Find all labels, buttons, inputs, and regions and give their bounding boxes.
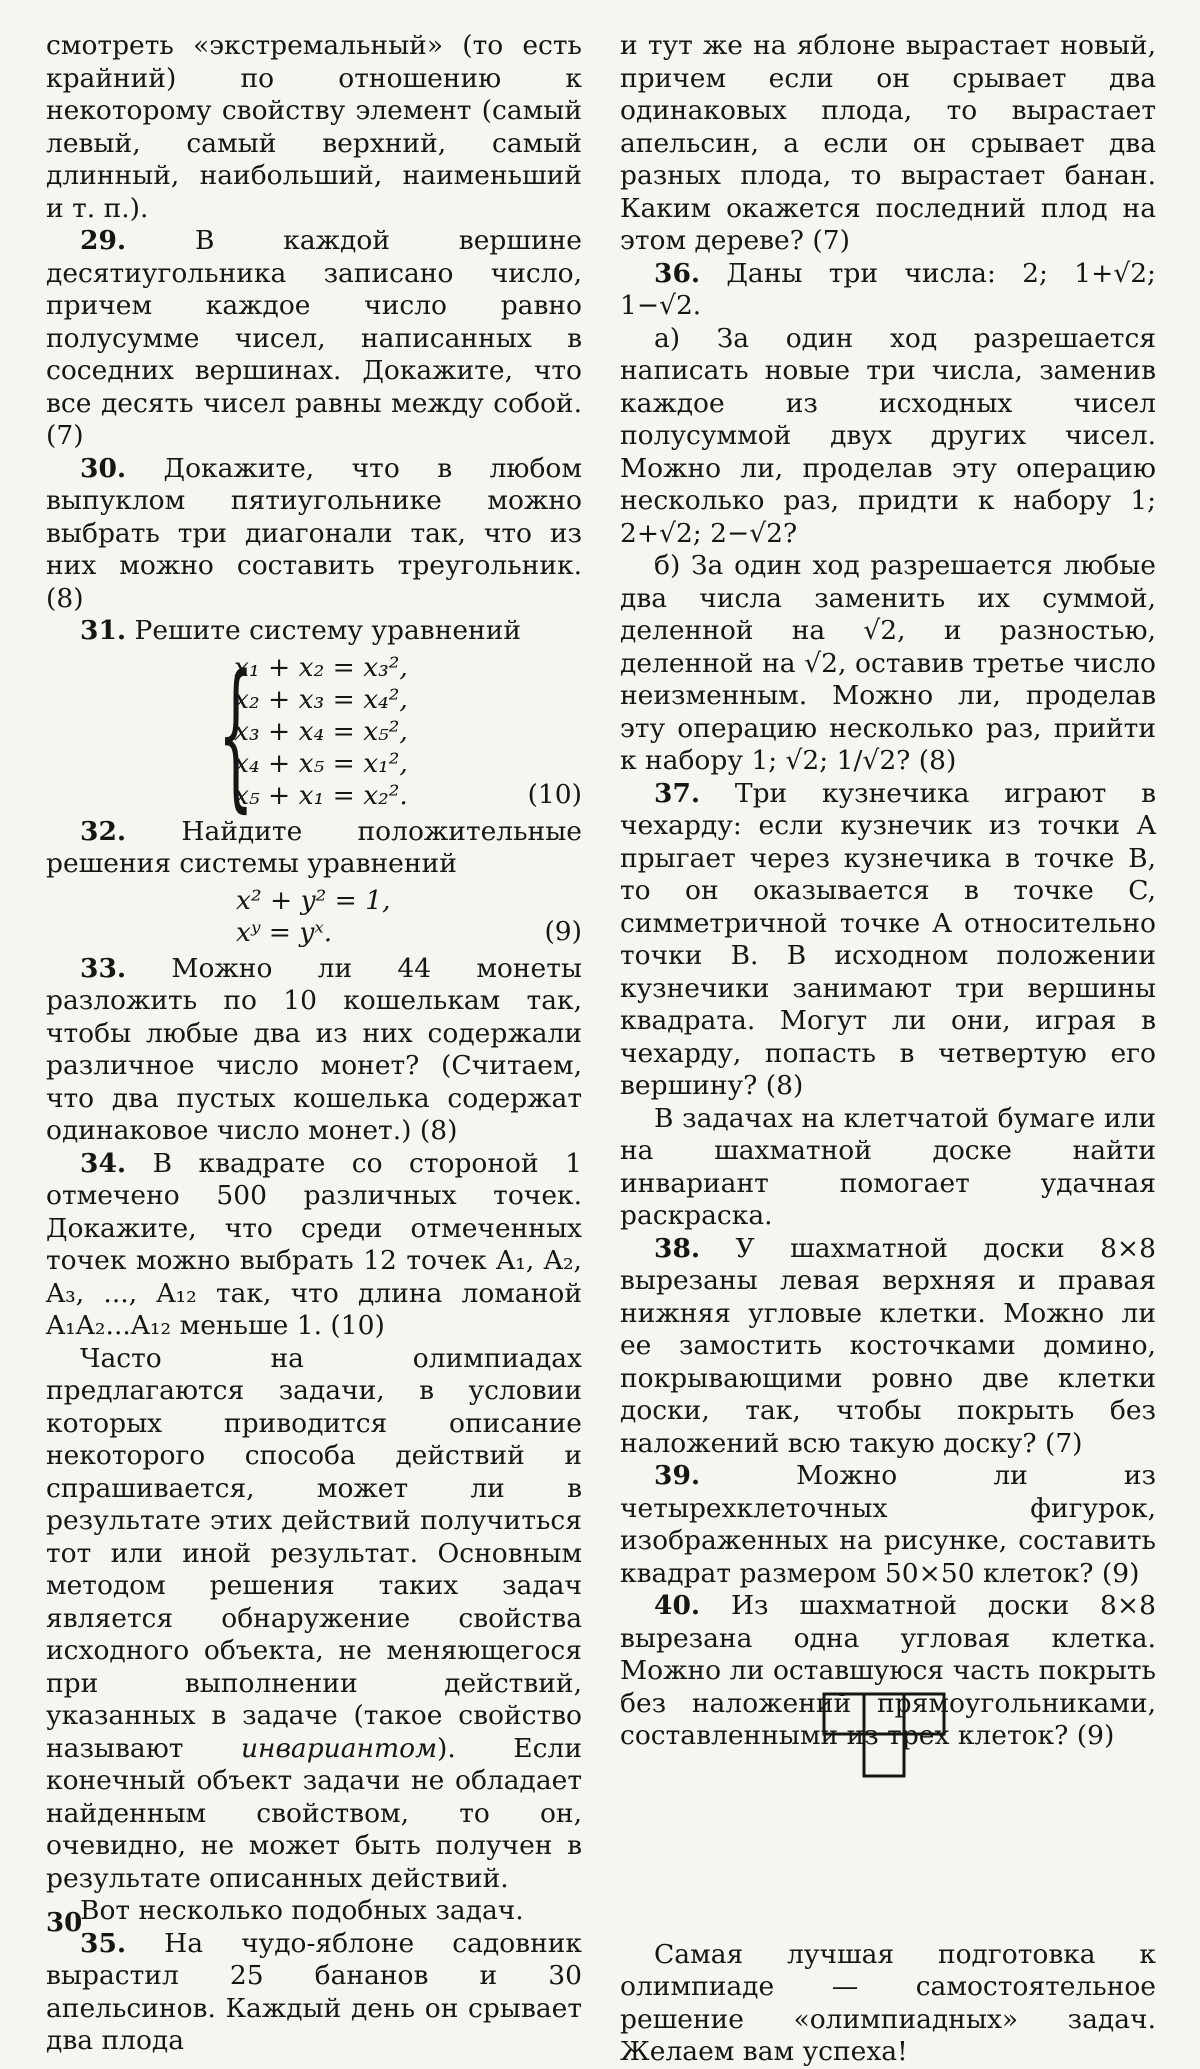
problem-36-text: Даны три числа: 2; 1+√2; 1−√2. — [620, 257, 1156, 321]
tetromino-figure — [822, 1692, 948, 1780]
problem-29 — [46, 225, 582, 453]
coloring-paragraph: В задачах на клетчатой бумаге или на шахматной доске найти инвариант помогает удачная раскраска. — [620, 1102, 1156, 1231]
problem-39-number: 39. — [654, 1460, 701, 1491]
page-number: 30 — [46, 1908, 83, 1938]
problem-40-text: Из шахматной доски 8×8 вырезана одна угловая клетка. Можно ли оставшуюся часть покрыть без наложений прямоугольниками, составленными из трех клеток? (9) — [620, 1590, 1156, 1751]
equation-system-32 — [46, 885, 582, 949]
problem-33 — [46, 953, 582, 1148]
equation-line: x₁ + x₂ = x₃², — [234, 651, 408, 683]
problem-29-text: В каждой вершине десятиугольника записано число, причем каждое число равно полусумме чисел, написанных в соседних вершинах. Докажите, что все десять чисел равны между собой. (7) — [46, 225, 582, 451]
problem-32-number: 32. — [80, 815, 127, 847]
equation-line: x₅ + x₁ = x₂². — [234, 779, 408, 811]
problem-37 — [620, 778, 1156, 1103]
equation-system-31 — [46, 639, 582, 827]
problem-38-text: У шахматной доски 8×8 вырезаны левая верхняя и правая нижняя угловые клетки. Можно ли ее замостить косточками домино, покрывающими ровно две клетки доски, так, чтобы покрыть без наложений всю такую доску? (7) — [620, 1232, 1156, 1459]
problem-34-text: В квадрате со стороной 1 отмечено 500 различных точек. Докажите, что среди отмеченных точек можно выбрать 12 точек A₁, A₂, A₃, ..., A₁₂ так, что длина ломаной A₁A₂...A₁₂ меньше 1. (10) — [46, 1147, 582, 1341]
problem-35-continued: и тут же на яблоне вырастает новый, причем если он срывает два одинаковых плода, то вырастает апельсин, а если он срывает два разных плода, то вырастает банан. Каким окажется последний плод на этом дереве? (7) — [620, 30, 1156, 256]
equation-line: x₃ + x₄ = x₅², — [234, 715, 408, 747]
equation-line: x₂ + x₃ = x₄², — [234, 683, 408, 715]
problem-38-number: 38. — [654, 1232, 701, 1264]
problem-29-number: 29. — [80, 225, 127, 256]
figure-cell — [904, 1694, 944, 1734]
problem-33-number: 33. — [80, 952, 127, 984]
invariant-text-b: ). Если конечный объект задачи не обладает найденным свойством, то он, очевидно, не может быть получен в результате описанных действий. — [46, 1732, 582, 1894]
problem-36-number: 36. — [654, 257, 701, 289]
figure-cell — [864, 1694, 904, 1734]
problem-39 — [620, 1460, 1156, 1590]
problem-31 — [46, 615, 582, 648]
problem-30 — [46, 453, 582, 616]
problem-33-text: Можно ли 44 монеты разложить по 10 кошелькам так, чтобы любые два из них содержали различное число монет? (Считаем, что два пустых кошелька содержат одинаковое число монет.) (8) — [46, 952, 582, 1146]
problem-36 — [620, 258, 1156, 323]
left-column — [46, 30, 582, 2058]
problem-32-text: Найдите положительные решения системы уравнений — [46, 815, 582, 879]
problem-31-number: 31. — [80, 615, 127, 646]
problem-36b: б) За один ход разрешается любые два числа заменить их суммой, деленной на √2, и разностью, деленной на √2, оставив третье число неизменным. Можно ли, проделав эту операцию несколько раз, прийти к набору 1; √2; 1/√2? (8) — [620, 550, 1156, 776]
problem-38 — [620, 1233, 1156, 1461]
equation-line: xʸ = yˣ. — [236, 916, 333, 948]
figure-cell — [824, 1694, 864, 1734]
problem-32 — [46, 816, 582, 881]
difficulty-mark: (10) — [527, 779, 582, 810]
problem-34-number: 34. — [80, 1147, 127, 1179]
closing-paragraph: Самая лучшая подготовка к олимпиаде — самостоятельное решение «олимпиадных» задач. Желаем вам успеха! — [620, 1938, 1156, 2067]
intro-tail: смотреть «экстремальный» (то есть крайний) по отношению к некоторому свойству элемент (самый левый, самый верхний, самый длинный, наибольший, наименьший и т. п.). — [46, 30, 582, 224]
problem-37-number: 37. — [654, 777, 701, 809]
figure-cell — [864, 1734, 904, 1776]
problem-35-number: 35. — [80, 1927, 127, 1959]
problem-39-text: Можно ли из четырехклеточных фигурок, изображенных на рисунке, составить квадрат размером 50×50 клеток? (9) — [620, 1460, 1156, 1589]
invariant-term: инвариантом — [240, 1732, 438, 1764]
difficulty-mark: (9) — [544, 916, 582, 947]
problem-40-number: 40. — [654, 1590, 701, 1621]
problem-34 — [46, 1148, 582, 1343]
few-problems-line: Вот несколько подобных задач. — [80, 1895, 524, 1926]
problem-37-text: Три кузнечика играют в чехарду: если кузнечик из точки A прыгает через кузнечика в точке B, то он оказывается в точке C, симметричной точке A относительно точки B. В исходном положении кузнечики занимают три вершины квадрата. Могут ли они, играя в чехарду, попасть в четвертую его вершину? (8) — [620, 777, 1156, 1101]
problem-36a: а) За один ход разрешается написать новые три числа, заменив каждое из исходных чисел полусуммой двух других чисел. Можно ли, проделав эту операцию несколько раз, придти к набору 1; 2+√2; 2−√2? — [620, 322, 1156, 549]
equation-line: x₄ + x₅ = x₁², — [234, 747, 408, 779]
problem-30-text: Докажите, что в любом выпуклом пятиугольнике можно выбрать три диагонали так, что из них можно составить треугольник. (8) — [46, 452, 582, 614]
problem-35 — [46, 1928, 582, 2058]
problem-30-number: 30. — [80, 452, 127, 484]
invariant-text-a: Часто на олимпиадах предлагаются задачи, в условии которых приводится описание некоторого способа действий и спрашивается, может ли в результате этих действий получиться тот или иной результат. Основным методом решения таких задач является обнаружение свойства исходного объекта, не меняющегося при выполнении действий, указанных в задаче (такое свойство называют — [46, 1342, 582, 1764]
left-brace: { — [218, 639, 254, 827]
invariant-paragraph — [46, 1343, 582, 1896]
problem-35-text: На чудо-яблоне садовник вырастил 25 бананов и 30 апельсинов. Каждый день он срывает два плода — [46, 1927, 582, 2056]
problem-31-text: Решите систему уравнений — [126, 615, 522, 646]
equation-line: x² + y² = 1, — [236, 884, 391, 916]
